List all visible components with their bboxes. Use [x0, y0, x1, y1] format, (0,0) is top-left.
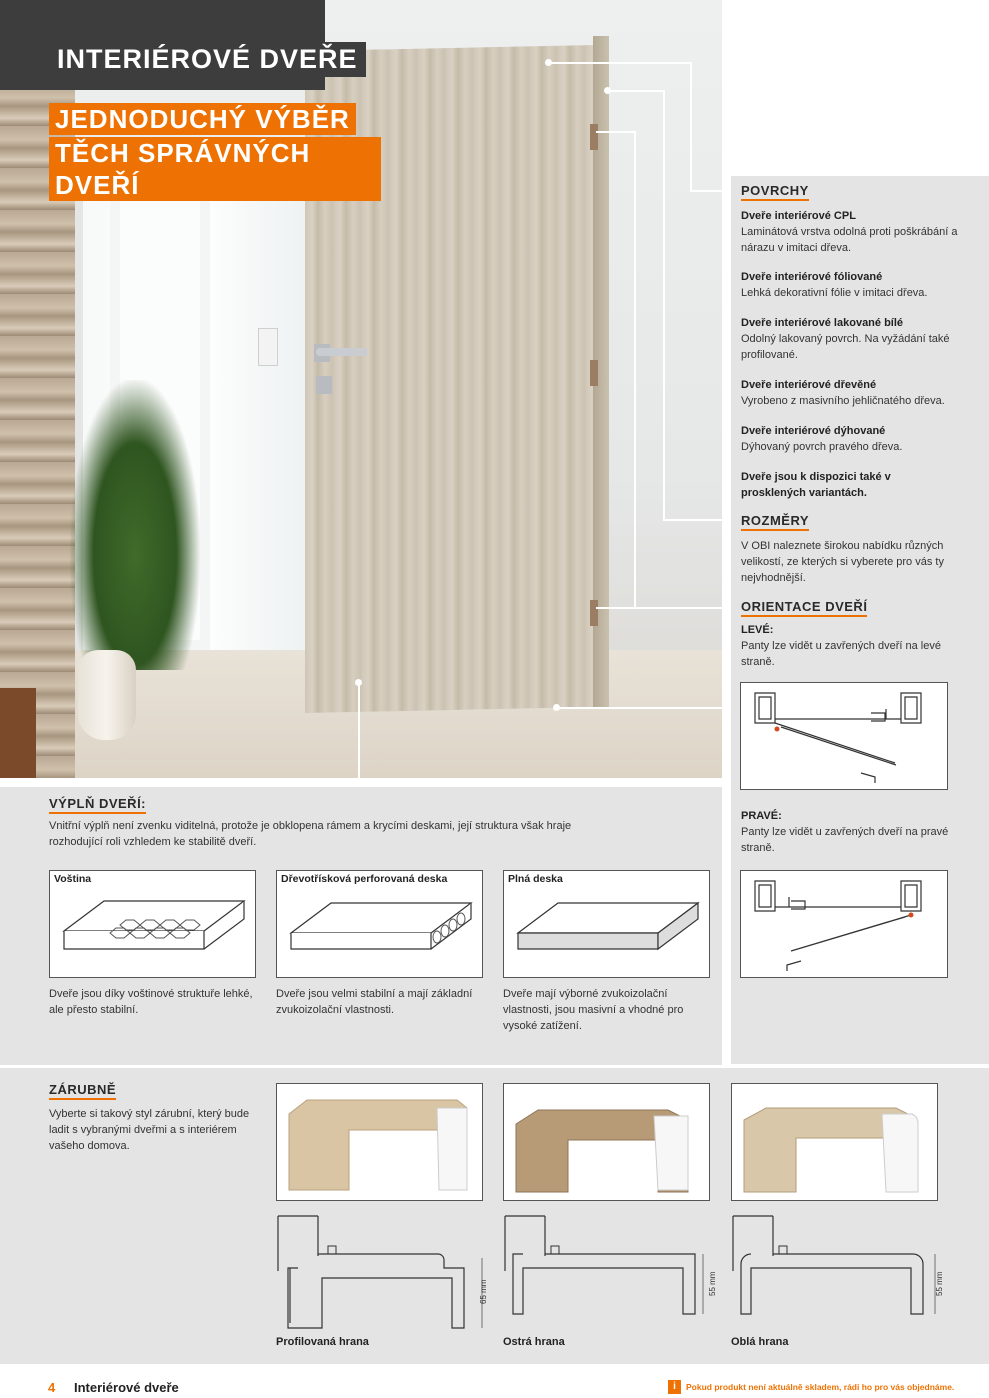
frame-photo-profiled: [276, 1083, 483, 1201]
page-number: 4: [48, 1380, 56, 1395]
callout-dot: [553, 704, 560, 711]
callout-line: [596, 607, 731, 609]
callout-line: [663, 519, 731, 521]
callout-dot: [545, 59, 552, 66]
surface-text: Odolný lakovaný povrch. Na vyžádání také profilované.: [741, 333, 950, 361]
rozmery-text: V OBI naleznete širokou nabídku různých velikostí, ze kterých si vyberete pro vás ty nejvhodnější.: [741, 540, 944, 584]
page-subtitle: [49, 103, 381, 203]
sharp-frame-image: [504, 1084, 709, 1200]
hinge-marker: [775, 727, 780, 732]
orientace-right: [741, 808, 971, 856]
info-icon: i: [668, 1380, 681, 1394]
fill-desc: Dveře jsou velmi stabilní a mají základní zvukoizolační vlastnosti.: [276, 988, 473, 1016]
fill-solid: [503, 870, 710, 978]
surface-text: Lehká dekorativní fólie v imitaci dřeva.: [741, 287, 928, 299]
surface-item: [741, 315, 971, 363]
vypln-text: Vnitřní výplň není zvenku viditelná, protože je obklopena rámem a krycími deskami, její struktura však hraje rozhodující roli vzhledem ke stabilitě dveří.: [49, 820, 572, 848]
profiled-cross-section: [276, 1214, 491, 1329]
plant: [70, 380, 200, 670]
fill-label: Dřevotřísková perforovaná deska: [281, 873, 448, 885]
page-title: INTERIÉROVÉ DVEŘE: [49, 42, 366, 77]
fill-honeycomb: [49, 870, 256, 978]
wooden-shelf: [0, 688, 36, 778]
hinge-marker: [909, 913, 914, 918]
door-fill-section: [0, 787, 722, 1065]
footer-note: Pokud produkt není aktuálně skladem, rádi ho pro vás objednáme.: [686, 1382, 955, 1392]
callout-line: [690, 62, 692, 192]
frame-photo-rounded: [731, 1083, 938, 1201]
left-orientation-diagram: [740, 682, 948, 790]
frame-caption: Oblá hrana: [731, 1336, 789, 1348]
right-door-plan: [741, 871, 947, 977]
left-label: LEVÉ:: [741, 624, 774, 636]
frame-caption: Ostrá hrana: [503, 1336, 565, 1348]
fill-desc: Dveře mají výborné zvukoizolační vlastnosti, jsou masivní a vhodné pro vysoké zatížení.: [503, 988, 684, 1032]
door-lock: [316, 376, 332, 394]
surface-title: Dveře interiérové dřevěné: [741, 379, 877, 391]
surface-text: Dýhovaný povrch pravého dřeva.: [741, 441, 903, 453]
callout-line: [690, 190, 730, 192]
callout-line: [548, 62, 692, 64]
right-label: PRAVÉ:: [741, 810, 782, 822]
zarubne-heading: ZÁRUBNĚ: [49, 1082, 116, 1100]
rozmery-heading: ROZMĚRY: [741, 513, 809, 531]
rounded-frame-image: [732, 1084, 937, 1200]
hinge-top: [590, 124, 598, 150]
surface-text: Vyrobeno z masivního jehličnatého dřeva.: [741, 395, 945, 407]
surface-item: [741, 377, 971, 409]
surface-title: Dveře interiérové dýhované: [741, 425, 886, 437]
frame-caption: Profilovaná hrana: [276, 1336, 369, 1348]
surface-title: Dveře interiérové fóliované: [741, 271, 883, 283]
sharp-cross-section: [503, 1214, 718, 1329]
door-handle: [316, 348, 368, 356]
door-frame-section: [0, 1068, 989, 1364]
fill-desc: Dveře jsou díky voštinové struktuře lehké, ale přesto stabilní.: [49, 988, 253, 1016]
callout-line: [556, 707, 722, 709]
rounded-cross-section: [731, 1214, 946, 1329]
callout-line: [634, 131, 636, 609]
hinge-bottom: [590, 600, 598, 626]
callout-line: [607, 90, 665, 92]
left-door-plan: [741, 683, 947, 789]
fill-label: Voština: [54, 873, 92, 885]
callout-dot: [355, 679, 362, 686]
solid-illustration: [504, 871, 709, 977]
fill-chipboard: [276, 870, 483, 978]
subtitle-line-1: JEDNODUCHÝ VÝBĚR: [49, 103, 356, 135]
dimension-label: 65 mm: [479, 1279, 488, 1304]
chipboard-illustration: [277, 871, 482, 977]
callout-line: [663, 90, 665, 520]
callout-line: [358, 682, 360, 778]
footer-section-title: Interiérové dveře: [74, 1380, 179, 1395]
dimension-label: 55 mm: [708, 1271, 717, 1296]
surface-text: Laminátová vrstva odolná proti poškrábání a nárazu v imitaci dřeva.: [741, 226, 958, 254]
dimension-label: 55 mm: [935, 1271, 944, 1296]
orientace-left: [741, 622, 971, 670]
vypln-heading: VÝPLŇ DVEŘÍ:: [49, 796, 146, 814]
frame-photo-sharp: [503, 1083, 710, 1201]
povrchy-heading: POVRCHY: [741, 183, 809, 201]
honeycomb-illustration: [50, 871, 255, 977]
glass-note-text: Dveře jsou k dispozici také v prosklených variantách.: [741, 471, 891, 499]
right-text: Panty lze vidět u zavřených dveří na pravé straně.: [741, 826, 949, 854]
left-text: Panty lze vidět u zavřených dveří na levé straně.: [741, 640, 941, 668]
surface-item: [741, 208, 971, 256]
orientace-heading: ORIENTACE DVEŘÍ: [741, 599, 867, 617]
plant-pot: [78, 650, 136, 740]
callout-line: [596, 131, 636, 133]
surface-item: [741, 269, 971, 301]
surface-title: Dveře interiérové lakované bílé: [741, 317, 904, 329]
right-info-panel: [731, 176, 989, 1064]
profiled-frame-image: [277, 1084, 482, 1200]
surface-item: [741, 423, 971, 455]
right-orientation-diagram: [740, 870, 948, 978]
fill-label: Plná deska: [508, 873, 563, 885]
hinge-middle: [590, 360, 598, 386]
glass-note: [741, 469, 901, 501]
subtitle-line-2: TĚCH SPRÁVNÝCH DVEŘÍ: [49, 137, 381, 201]
light-switch: [258, 328, 278, 366]
callout-dot: [604, 87, 611, 94]
zarubne-text: Vyberte si takový styl zárubní, který bude ladit s vybranými dveřmi a s interiérem vašeho domova.: [49, 1108, 250, 1152]
surface-title: Dveře interiérové CPL: [741, 210, 856, 222]
